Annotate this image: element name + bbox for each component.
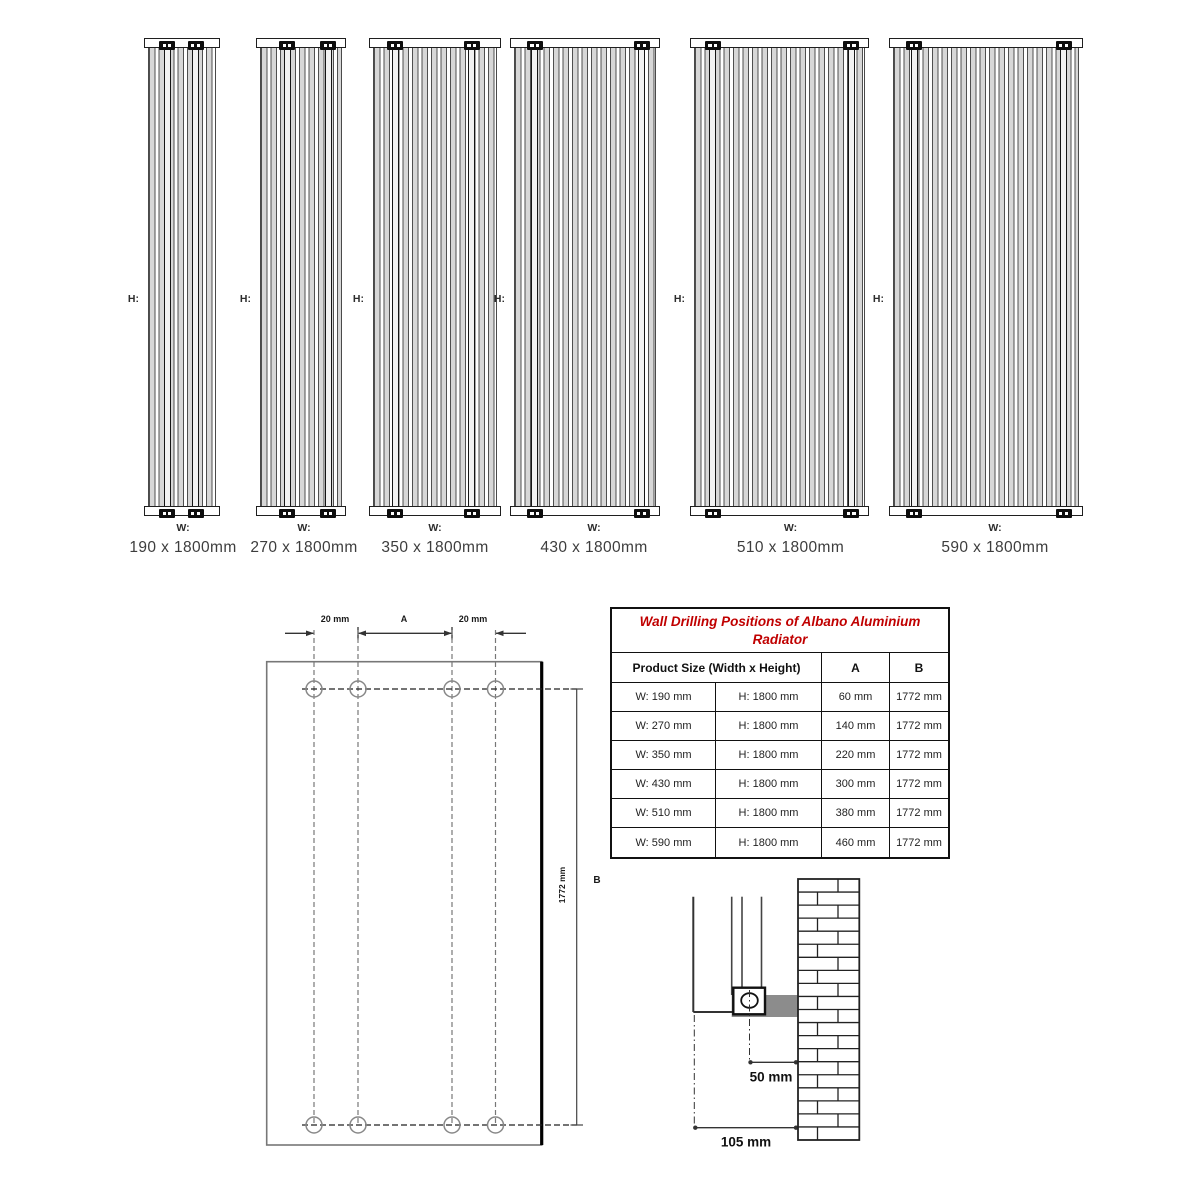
width-label: W: (783, 522, 798, 534)
mounting-bracket-icon (527, 41, 543, 50)
radiator-size-label: 430 x 1800mm (540, 539, 648, 556)
b-dimension-label: B (593, 875, 601, 886)
bracket-rail (284, 48, 291, 506)
bracket-rail (709, 48, 716, 506)
bracket-rail (848, 48, 855, 506)
mounting-bracket-icon (527, 509, 543, 518)
span-a-label: A (400, 614, 408, 624)
mounting-bracket-icon (906, 41, 922, 50)
cell-b: 1772 mm (889, 828, 948, 857)
height-label: H: (127, 293, 139, 305)
mounting-bracket-icon (279, 41, 295, 50)
mounting-bracket-icon (159, 509, 175, 518)
radiator-bottom-header (889, 506, 1083, 516)
cell-width: W: 190 mm (635, 691, 692, 703)
drilling-positions-table (610, 607, 950, 859)
radiator-top-header (144, 38, 220, 48)
radiator-fins (260, 48, 342, 506)
mounting-bracket-icon (188, 41, 204, 50)
bracket-rail (531, 48, 538, 506)
mounting-bracket-icon (320, 509, 336, 518)
width-label: W: (587, 522, 601, 534)
cell-width: W: 510 mm (635, 807, 692, 819)
width-label: W: (176, 522, 190, 534)
hole-centerlines (314, 630, 496, 1125)
radiator-bottom-header (256, 506, 346, 516)
radiator-diagram-190 (127, 38, 237, 558)
mounting-bracket-icon (464, 509, 480, 518)
radiator-size-label: 510 x 1800mm (736, 539, 845, 556)
cell-a: 140 mm (821, 712, 889, 740)
brick-pattern (798, 879, 859, 1140)
mounting-bracket-icon (159, 41, 175, 50)
radiator-diagram-270 (239, 38, 358, 558)
mounting-bracket-icon (387, 509, 403, 518)
cell-b: 1772 mm (889, 741, 948, 769)
wall-mount-cross-section (680, 872, 875, 1152)
radiator-bottom-header (369, 506, 501, 516)
bracket-rail (1060, 48, 1067, 506)
radiator-top-header (889, 38, 1083, 48)
dim-105-label: 105 mm (720, 1134, 772, 1150)
cell-height: H: 1800 mm (715, 770, 821, 798)
table-row (612, 712, 948, 741)
b-dimension-value: 1772 mm (557, 866, 567, 904)
cell-a: 460 mm (821, 828, 889, 857)
table-row (612, 741, 948, 770)
width-label: W: (297, 522, 311, 534)
drilling-positions-diagram (240, 595, 620, 1160)
offset-right-label: 20 mm (458, 614, 488, 624)
mounting-bracket-icon (634, 41, 650, 50)
dim-105 (693, 1126, 798, 1130)
bracket-rail (911, 48, 918, 506)
bracket-rail (392, 48, 399, 506)
mounting-bracket-icon (279, 509, 295, 518)
cell-height: H: 1800 mm (715, 683, 821, 711)
mounting-bracket-icon (1056, 41, 1072, 50)
radiator-fins (694, 48, 865, 506)
cell-a: 60 mm (821, 683, 889, 711)
cell-b: 1772 mm (889, 683, 948, 711)
mounting-bracket-icon (188, 509, 204, 518)
radiator-fins (148, 48, 216, 506)
mounting-bracket-icon (705, 509, 721, 518)
table-header-row (612, 653, 948, 683)
dim-50 (748, 1060, 798, 1064)
offset-left-label: 20 mm (320, 614, 350, 624)
radiator-bottom-header (690, 506, 869, 516)
radiator-bottom-header (510, 506, 660, 516)
header-product-size: Product Size (Width x Height) (632, 660, 801, 675)
height-label: H: (493, 293, 505, 305)
height-label: H: (239, 293, 251, 305)
radiator-size-label: 270 x 1800mm (250, 539, 358, 556)
radiator-fins (373, 48, 497, 506)
cell-height: H: 1800 mm (715, 828, 821, 857)
mounting-bracket-icon (906, 509, 922, 518)
cell-a: 380 mm (821, 799, 889, 827)
radiator-section-lines (693, 897, 733, 1012)
cell-height: H: 1800 mm (715, 741, 821, 769)
dim-50-label: 50 mm (749, 1069, 793, 1085)
drilling-table-title: Wall Drilling Positions of Albano Aluminium Radiator (612, 609, 948, 653)
cell-a: 300 mm (821, 770, 889, 798)
radiator-top-header (256, 38, 346, 48)
cell-width: W: 590 mm (635, 836, 692, 849)
radiator-top-header (510, 38, 660, 48)
radiator-size-label: 350 x 1800mm (381, 539, 489, 556)
bracket-rail (325, 48, 332, 506)
drill-holes (306, 681, 504, 1133)
mounting-bracket-icon (387, 41, 403, 50)
radiator-diagram-510 (673, 38, 869, 558)
bracket-rail (192, 48, 199, 506)
cell-a: 220 mm (821, 741, 889, 769)
height-label: H: (673, 293, 685, 305)
radiator-diagram-350 (352, 38, 501, 558)
cell-width: W: 430 mm (635, 778, 692, 790)
table-row (612, 799, 948, 828)
radiator-outline (267, 662, 542, 1145)
cell-b: 1772 mm (889, 712, 948, 740)
bracket-rail (468, 48, 475, 506)
mounting-bracket-icon (320, 41, 336, 50)
cell-b: 1772 mm (889, 799, 948, 827)
mounting-bracket-icon (843, 509, 859, 518)
height-label: H: (352, 293, 364, 305)
radiator-top-header (690, 38, 869, 48)
header-a: A (821, 653, 889, 682)
radiator-diagram-430 (493, 38, 660, 558)
b-dimension-line (571, 689, 584, 1125)
bracket-rail (638, 48, 645, 506)
mounting-bracket-icon (705, 41, 721, 50)
mounting-bracket-icon (464, 41, 480, 50)
width-label: W: (428, 522, 442, 534)
height-label: H: (872, 293, 884, 305)
mounting-bracket-icon (634, 509, 650, 518)
bracket-rail (164, 48, 171, 506)
cell-height: H: 1800 mm (715, 712, 821, 740)
cell-height: H: 1800 mm (715, 799, 821, 827)
table-row (612, 770, 948, 799)
header-b: B (889, 653, 948, 682)
mounting-bracket-icon (1056, 509, 1072, 518)
width-label: W: (988, 522, 1002, 534)
cell-width: W: 350 mm (635, 749, 692, 761)
radiator-diagram-590 (872, 38, 1083, 558)
radiator-fin-lines (732, 897, 762, 995)
cell-width: W: 270 mm (635, 720, 692, 732)
hole-row-centerlines (302, 689, 577, 1125)
radiator-size-label: 190 x 1800mm (129, 539, 237, 556)
radiator-top-header (369, 38, 501, 48)
radiator-fins (893, 48, 1079, 506)
table-row (612, 828, 948, 857)
cell-b: 1772 mm (889, 770, 948, 798)
mounting-bracket-icon (843, 41, 859, 50)
table-row (612, 683, 948, 712)
radiator-bottom-header (144, 506, 220, 516)
radiator-size-label: 590 x 1800mm (941, 539, 1049, 556)
radiator-fins (514, 48, 656, 506)
